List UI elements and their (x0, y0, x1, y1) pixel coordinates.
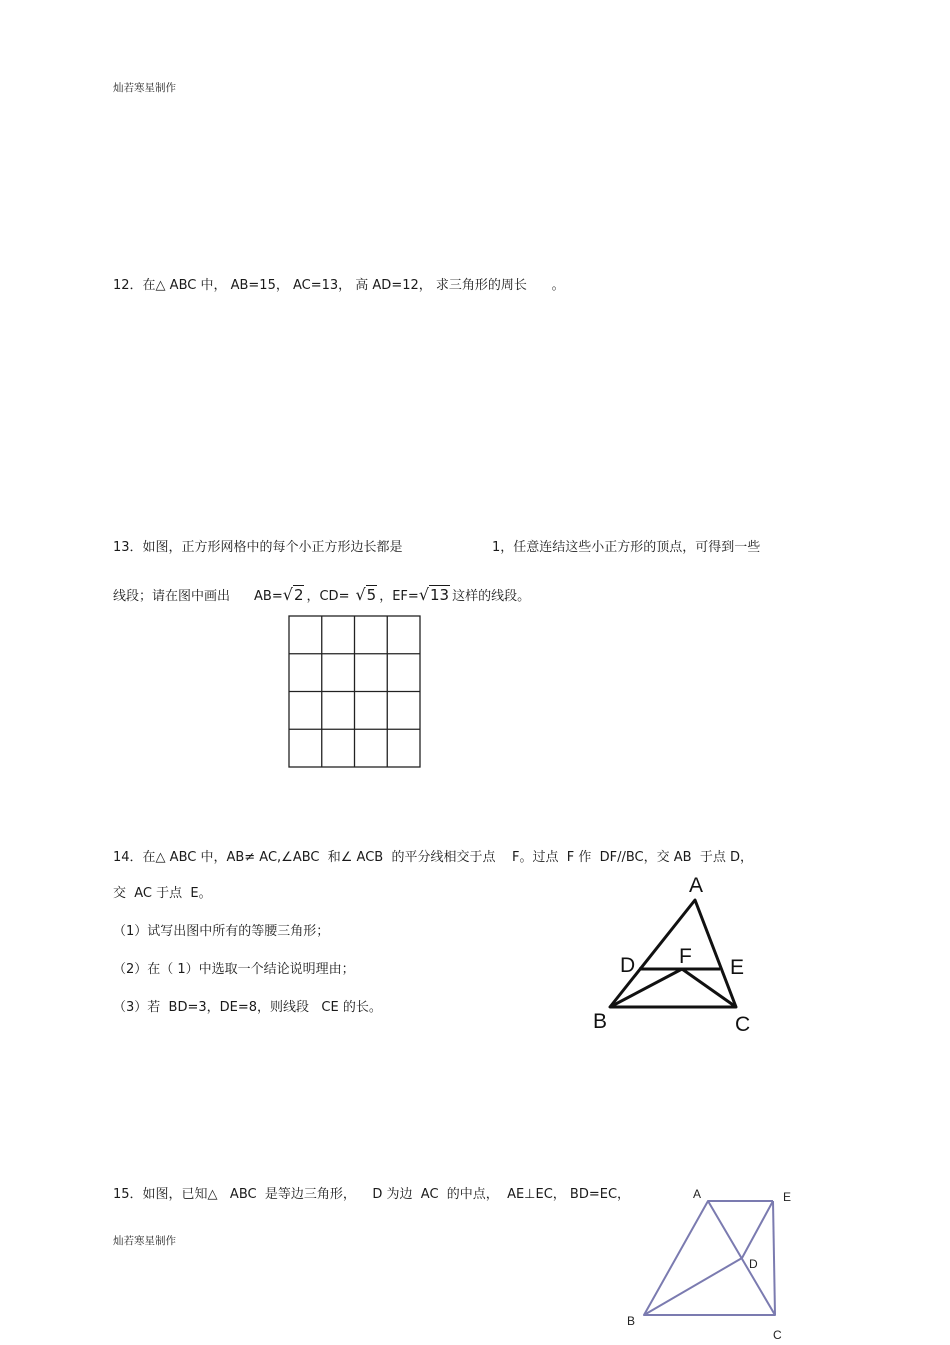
label-a: A (689, 874, 704, 897)
question-12: 12．在△ ABC 中， AB=15， AC=13， 高 AD=12， 求三角形的周长 。 (113, 278, 565, 293)
label-d: D (620, 954, 636, 977)
question-14-sub2: （2）在（ 1）中选取一个结论说明理由； (113, 962, 355, 977)
question-14-line1: 14．在△ ABC 中，AB≠ AC,∠ABC 和∠ ACB 的平分线相交于点 F。过点 F 作 DF//BC，交 AB 于点 D， (113, 850, 753, 865)
triangle-abc-figure-14 (585, 868, 760, 1040)
label-a-15: A (693, 1187, 702, 1201)
label-c: C (735, 1013, 751, 1036)
ef-radicand: 13 (430, 586, 450, 604)
sqrt-5 (355, 585, 377, 604)
segment-ec (773, 1201, 775, 1315)
label-e-15: E (783, 1190, 792, 1204)
q13-line2-suffix: 这样的线段。 (452, 589, 531, 604)
label-d-15: D (749, 1257, 758, 1271)
radical-icon: √ (418, 585, 430, 604)
q13-line2-prefix: 线段；请在图中画出 (113, 589, 231, 604)
triangle-abc-figure-15 (620, 1183, 800, 1345)
question-13-line2 (113, 578, 530, 604)
cd-label: ，CD= (306, 589, 350, 604)
question-15-line1: 15．如图，已知△ ABC 是等边三角形， D 为边 AC 的中点， AE⊥EC， BD=EC， (113, 1187, 631, 1202)
segment-bd (644, 1258, 742, 1315)
label-f: F (679, 945, 692, 968)
square-grid-figure (288, 615, 422, 769)
question-14-sub1: （1）试写出图中所有的等腰三角形； (113, 924, 330, 939)
question-13-line1a: 13．如图，正方形网格中的每个小正方形边长都是 (113, 540, 403, 555)
ef-label: ，EF= (379, 589, 419, 604)
sqrt-13 (419, 585, 450, 604)
page-footer: 灿若寒星制作 (113, 1235, 176, 1247)
cd-radicand: 5 (366, 586, 377, 604)
ab-radicand: 2 (293, 586, 304, 604)
label-b-15: B (627, 1314, 636, 1328)
segment-ed (742, 1201, 773, 1258)
sqrt-2 (283, 585, 305, 604)
radical-icon: √ (282, 585, 293, 604)
page-header: 灿若寒星制作 (113, 82, 176, 94)
question-13-line1b: 1，任意连结这些小正方形的顶点，可得到一些 (492, 540, 761, 555)
label-e: E (730, 956, 745, 979)
label-c-15: C (773, 1328, 782, 1342)
question-14-line2: 交 AC 于点 E。 (113, 886, 212, 901)
radical-icon: √ (355, 585, 366, 604)
label-b: B (593, 1010, 608, 1033)
ab-label: AB= (254, 589, 283, 604)
question-14-sub3: （3）若 BD=3，DE=8，则线段 CE 的长。 (113, 1000, 382, 1015)
